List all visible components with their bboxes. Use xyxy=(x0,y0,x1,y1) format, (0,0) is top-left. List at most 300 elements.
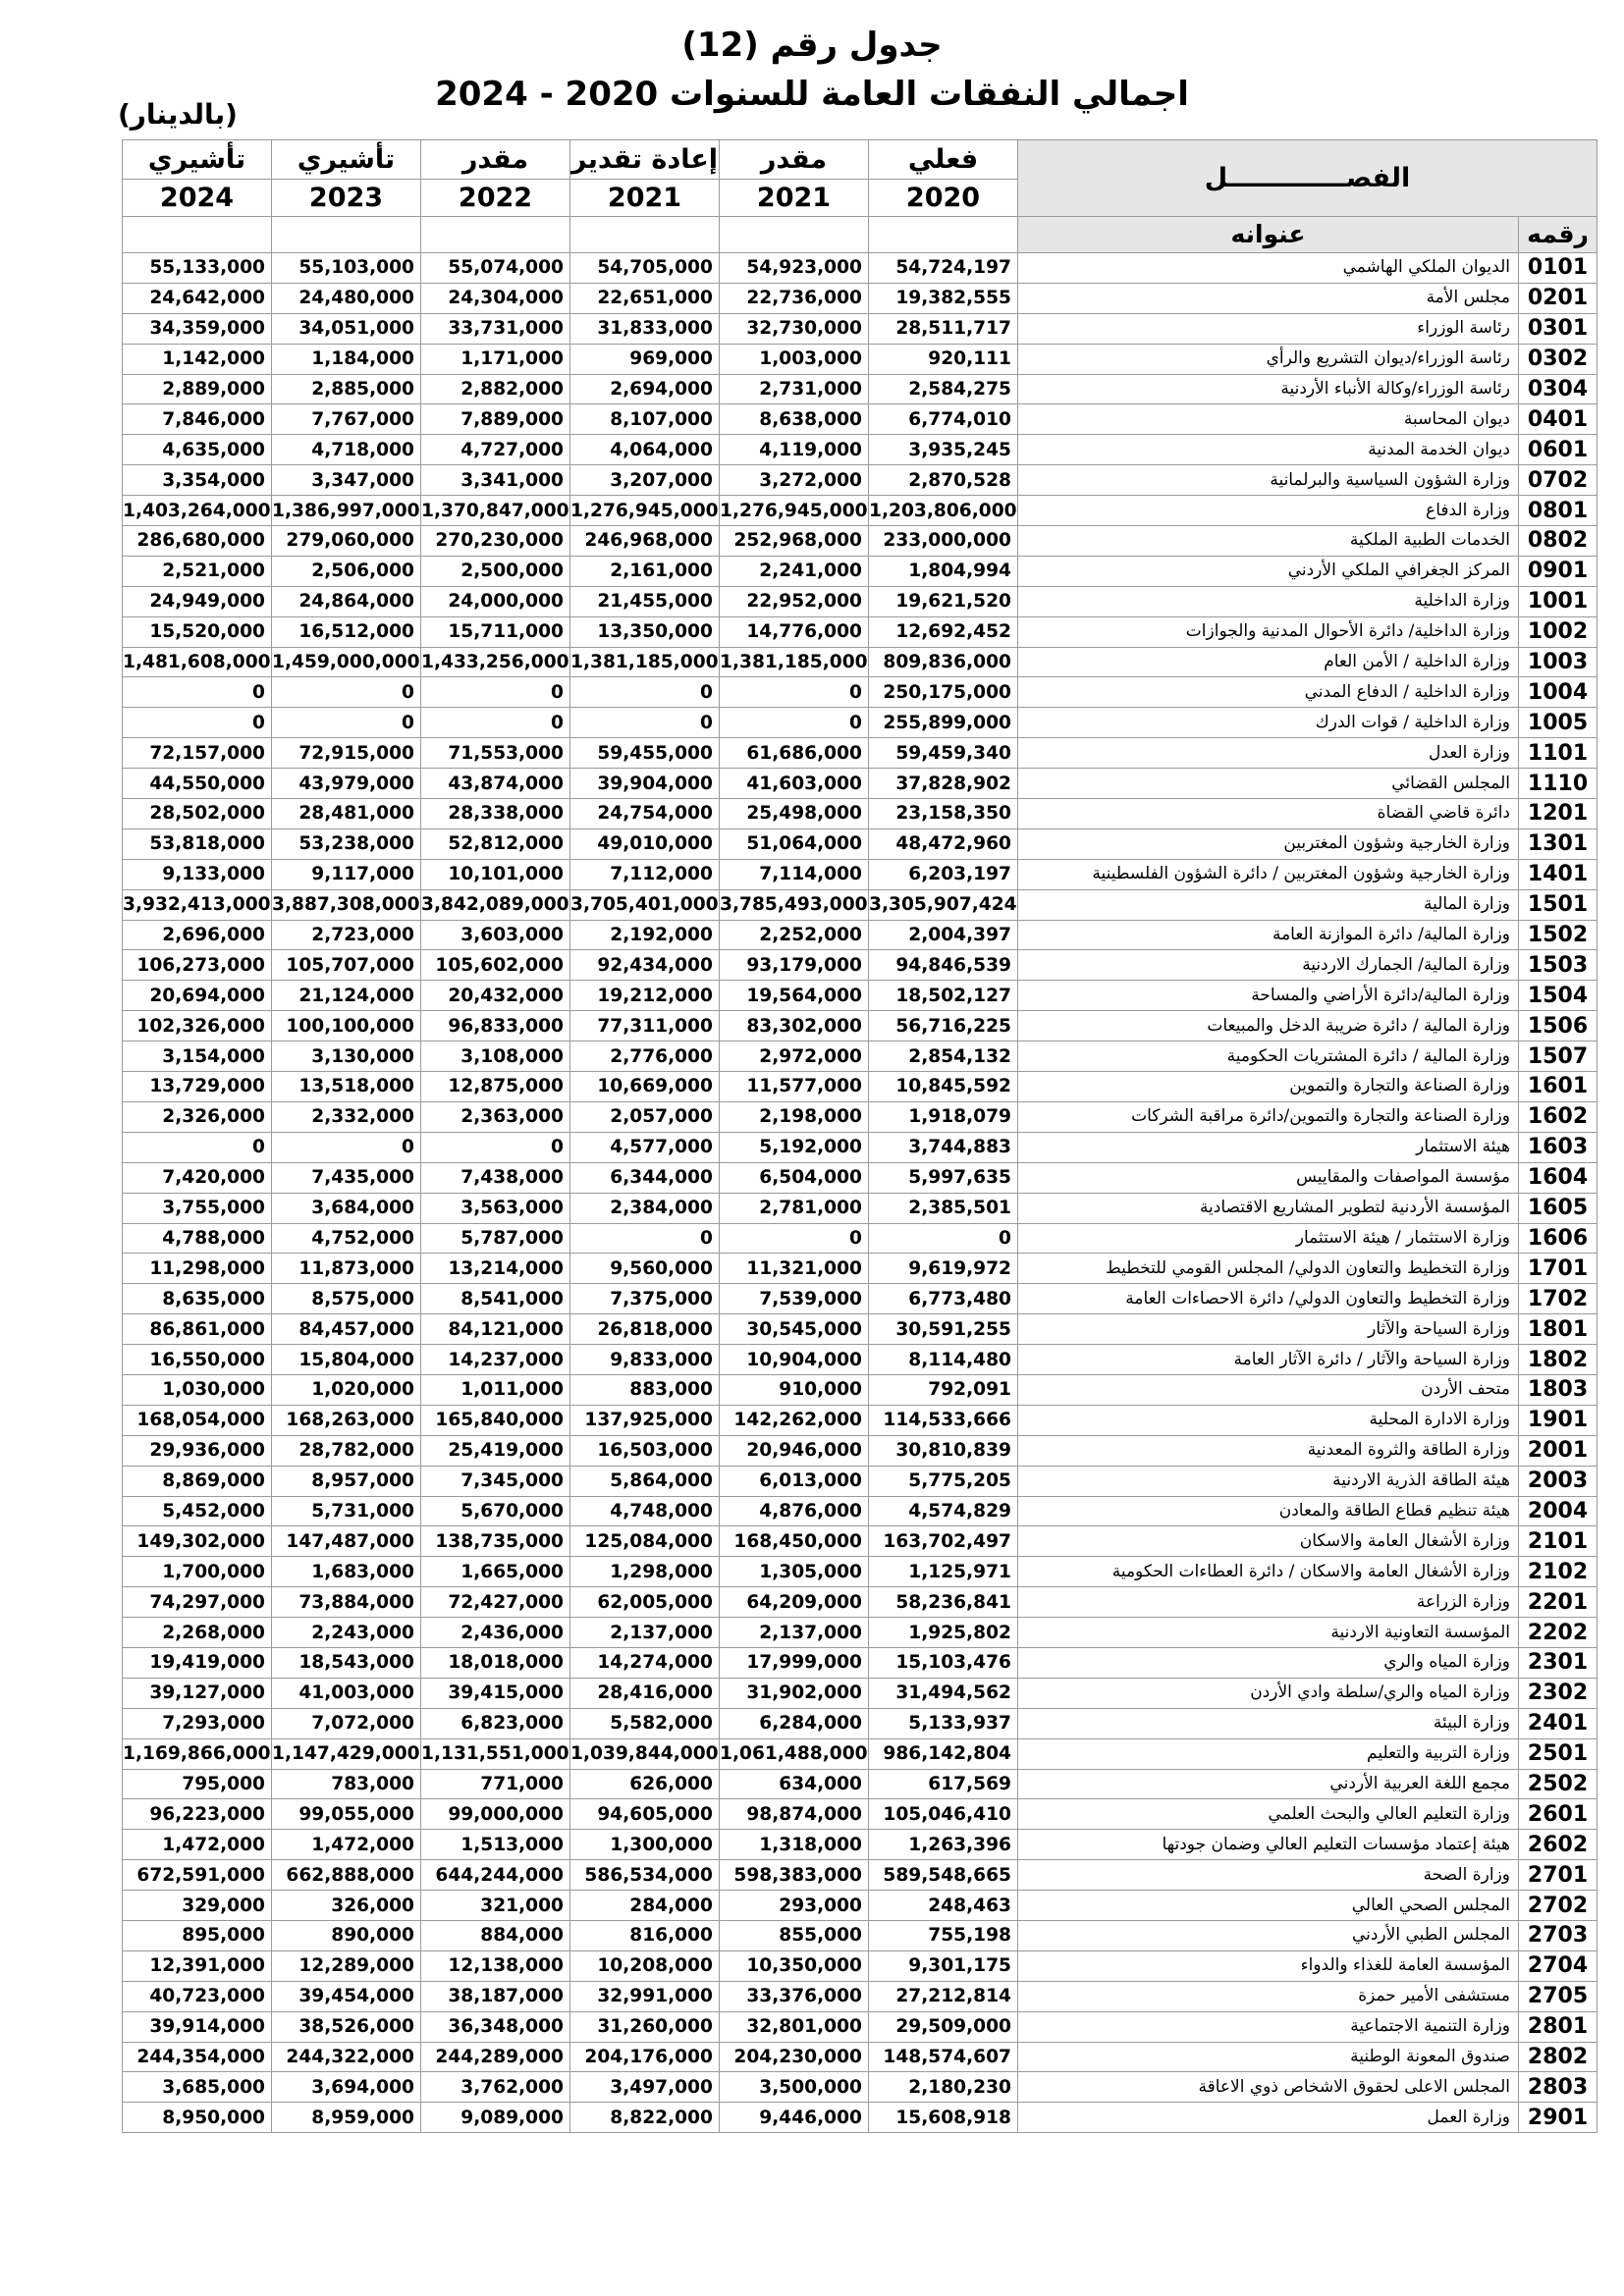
value-cell: 24,480,000 xyxy=(272,283,421,313)
chapter-title: وزارة الادارة المحلية xyxy=(1018,1405,1519,1435)
chapter-title: وزارة التعليم العالي والبحث العلمي xyxy=(1018,1799,1519,1830)
chapter-code: 1401 xyxy=(1519,859,1597,889)
value-cell: 32,801,000 xyxy=(720,2011,869,2042)
value-cell: 1,184,000 xyxy=(272,344,421,374)
value-cell: 74,297,000 xyxy=(123,1587,272,1618)
table-row xyxy=(123,1830,1597,1860)
value-cell: 1,305,000 xyxy=(720,1557,869,1587)
table-row xyxy=(123,1345,1597,1375)
value-cell: 25,498,000 xyxy=(720,799,869,829)
value-cell: 0 xyxy=(123,708,272,738)
value-cell: 22,736,000 xyxy=(720,283,869,313)
col-header-2023: تأشيري xyxy=(272,140,421,180)
value-cell: 9,619,972 xyxy=(869,1254,1018,1284)
value-cell: 3,762,000 xyxy=(421,2072,570,2103)
value-cell: 98,874,000 xyxy=(720,1799,869,1830)
value-cell: 59,459,340 xyxy=(869,738,1018,769)
chapter-code: 2302 xyxy=(1519,1678,1597,1708)
value-cell: 13,214,000 xyxy=(421,1254,570,1284)
value-cell: 5,452,000 xyxy=(123,1496,272,1526)
value-cell: 44,550,000 xyxy=(123,769,272,799)
value-cell: 31,494,562 xyxy=(869,1678,1018,1708)
chapter-title: وزارة الطاقة والثروة المعدنية xyxy=(1018,1435,1519,1466)
chapter-code: 0702 xyxy=(1519,465,1597,496)
value-cell: 2,326,000 xyxy=(123,1101,272,1132)
chapter-title: هيئة الطاقة الذرية الاردنية xyxy=(1018,1466,1519,1496)
value-cell: 0 xyxy=(272,708,421,738)
value-cell: 1,472,000 xyxy=(123,1830,272,1860)
value-cell: 3,305,907,424 xyxy=(869,889,1018,920)
value-cell: 910,000 xyxy=(720,1374,869,1405)
value-cell: 3,500,000 xyxy=(720,2072,869,2103)
table-row xyxy=(123,344,1597,374)
value-cell: 2,161,000 xyxy=(570,556,720,586)
value-cell: 24,949,000 xyxy=(123,586,272,616)
table-row xyxy=(123,677,1597,708)
value-cell: 7,889,000 xyxy=(421,404,570,435)
table-row xyxy=(123,253,1597,284)
table-row xyxy=(123,465,1597,496)
value-cell: 634,000 xyxy=(720,1769,869,1799)
value-cell: 2,885,000 xyxy=(272,374,421,404)
value-cell: 1,459,000,000 xyxy=(272,647,421,677)
chapter-code: 2803 xyxy=(1519,2072,1597,2103)
chapter-title: مجلس الأمة xyxy=(1018,283,1519,313)
value-cell: 11,577,000 xyxy=(720,1072,869,1102)
value-cell: 11,298,000 xyxy=(123,1254,272,1284)
value-cell: 4,876,000 xyxy=(720,1496,869,1526)
chapter-title: متحف الأردن xyxy=(1018,1374,1519,1405)
value-cell: 2,004,397 xyxy=(869,920,1018,950)
value-cell: 2,268,000 xyxy=(123,1618,272,1648)
chapter-title: وزارة التربية والتعليم xyxy=(1018,1738,1519,1769)
value-cell: 125,084,000 xyxy=(570,1526,720,1557)
table-row xyxy=(123,2011,1597,2042)
value-cell: 2,384,000 xyxy=(570,1193,720,1223)
value-cell: 24,304,000 xyxy=(421,283,570,313)
chapter-title: المركز الجغرافي الملكي الأردني xyxy=(1018,556,1519,586)
value-cell: 2,332,000 xyxy=(272,1101,421,1132)
chapter-code: 2003 xyxy=(1519,1466,1597,1496)
value-cell: 2,781,000 xyxy=(720,1193,869,1223)
chapter-title: وزارة الداخلية xyxy=(1018,586,1519,616)
value-cell: 19,419,000 xyxy=(123,1647,272,1678)
value-cell: 792,091 xyxy=(869,1374,1018,1405)
value-cell: 1,147,429,000 xyxy=(272,1738,421,1769)
value-cell: 10,208,000 xyxy=(570,1950,720,1981)
value-cell: 3,887,308,000 xyxy=(272,889,421,920)
chapter-code: 2704 xyxy=(1519,1950,1597,1981)
value-cell: 37,828,902 xyxy=(869,769,1018,799)
col-header-2024: تأشيري xyxy=(123,140,272,180)
value-cell: 2,137,000 xyxy=(720,1618,869,1648)
table-row xyxy=(123,1072,1597,1102)
value-cell: 6,344,000 xyxy=(570,1162,720,1193)
chapter-title: مستشفى الأمير حمزة xyxy=(1018,1981,1519,2011)
chapter-code: 0801 xyxy=(1519,496,1597,526)
year-2023: 2023 xyxy=(272,180,421,217)
chapter-title: وزارة التنمية الاجتماعية xyxy=(1018,2011,1519,2042)
table-row xyxy=(123,950,1597,981)
value-cell: 15,804,000 xyxy=(272,1345,421,1375)
chapter-title: وزارة المياه والري xyxy=(1018,1647,1519,1678)
value-cell: 5,582,000 xyxy=(570,1708,720,1738)
value-cell: 2,436,000 xyxy=(421,1618,570,1648)
table-row xyxy=(123,769,1597,799)
value-cell: 1,683,000 xyxy=(272,1557,421,1587)
value-cell: 0 xyxy=(570,677,720,708)
value-cell: 0 xyxy=(272,677,421,708)
value-cell: 2,241,000 xyxy=(720,556,869,586)
table-row xyxy=(123,1678,1597,1708)
value-cell: 163,702,497 xyxy=(869,1526,1018,1557)
value-cell: 3,685,000 xyxy=(123,2072,272,2103)
value-cell: 9,833,000 xyxy=(570,1345,720,1375)
value-cell: 2,731,000 xyxy=(720,374,869,404)
value-cell: 6,773,480 xyxy=(869,1284,1018,1314)
value-cell: 27,212,814 xyxy=(869,1981,1018,2011)
value-cell: 54,705,000 xyxy=(570,253,720,284)
chapter-code: 2004 xyxy=(1519,1496,1597,1526)
chapter-title: المؤسسة العامة للغذاء والدواء xyxy=(1018,1950,1519,1981)
value-cell: 3,272,000 xyxy=(720,465,869,496)
chapter-title: هيئة إعتماد مؤسسات التعليم العالي وضمان جودتها xyxy=(1018,1830,1519,1860)
chapter-code: 1901 xyxy=(1519,1405,1597,1435)
value-cell: 8,822,000 xyxy=(570,2103,720,2133)
chapter-title: هيئة تنظيم قطاع الطاقة والمعادن xyxy=(1018,1496,1519,1526)
value-cell: 83,302,000 xyxy=(720,1011,869,1041)
value-cell: 72,427,000 xyxy=(421,1587,570,1618)
chapter-title: وزارة الزراعة xyxy=(1018,1587,1519,1618)
value-cell: 30,591,255 xyxy=(869,1314,1018,1345)
chapter-code: 0101 xyxy=(1519,253,1597,284)
value-cell: 2,057,000 xyxy=(570,1101,720,1132)
value-cell: 7,112,000 xyxy=(570,859,720,889)
chapter-title: وزارة الخارجية وشؤون المغتربين / دائرة الشؤون الفلسطينية xyxy=(1018,859,1519,889)
chapter-code: 1110 xyxy=(1519,769,1597,799)
value-cell: 5,997,635 xyxy=(869,1162,1018,1193)
value-cell: 7,072,000 xyxy=(272,1708,421,1738)
chapter-title: وزارة الدفاع xyxy=(1018,496,1519,526)
value-cell: 10,350,000 xyxy=(720,1950,869,1981)
chapter-title: المجلس الاعلى لحقوق الاشخاص ذوي الاعاقة xyxy=(1018,2072,1519,2103)
value-cell: 2,723,000 xyxy=(272,920,421,950)
value-cell: 279,060,000 xyxy=(272,526,421,557)
chapter-code: 2602 xyxy=(1519,1830,1597,1860)
value-cell: 19,212,000 xyxy=(570,981,720,1011)
value-cell: 1,386,997,000 xyxy=(272,496,421,526)
value-cell: 0 xyxy=(123,677,272,708)
table-row xyxy=(123,1708,1597,1738)
value-cell: 7,435,000 xyxy=(272,1162,421,1193)
value-cell: 20,432,000 xyxy=(421,981,570,1011)
chapter-code: 1004 xyxy=(1519,677,1597,708)
value-cell: 16,503,000 xyxy=(570,1435,720,1466)
table-row xyxy=(123,1374,1597,1405)
value-cell: 3,842,089,000 xyxy=(421,889,570,920)
value-cell: 168,450,000 xyxy=(720,1526,869,1557)
value-cell: 54,724,197 xyxy=(869,253,1018,284)
value-cell: 5,864,000 xyxy=(570,1466,720,1496)
value-cell: 1,020,000 xyxy=(272,1374,421,1405)
value-cell: 36,348,000 xyxy=(421,2011,570,2042)
value-cell: 1,300,000 xyxy=(570,1830,720,1860)
table-row xyxy=(123,647,1597,677)
table-row xyxy=(123,1162,1597,1193)
value-cell: 168,054,000 xyxy=(123,1405,272,1435)
value-cell: 28,416,000 xyxy=(570,1678,720,1708)
chapter-title: وزارة العدل xyxy=(1018,738,1519,769)
chapter-code: 1506 xyxy=(1519,1011,1597,1041)
year-2022: 2022 xyxy=(421,180,570,217)
chapter-code: 2501 xyxy=(1519,1738,1597,1769)
value-cell: 12,692,452 xyxy=(869,616,1018,647)
currency-unit: (بالدينار) xyxy=(118,98,238,131)
value-cell: 6,774,010 xyxy=(869,404,1018,435)
chapter-code: 1507 xyxy=(1519,1041,1597,1072)
value-cell: 3,744,883 xyxy=(869,1132,1018,1162)
value-cell: 24,754,000 xyxy=(570,799,720,829)
chapter-title: وزارة الشؤون السياسية والبرلمانية xyxy=(1018,465,1519,496)
value-cell: 8,107,000 xyxy=(570,404,720,435)
value-cell: 13,729,000 xyxy=(123,1072,272,1102)
chapter-title: المجلس الطبي الأردني xyxy=(1018,1920,1519,1950)
col-header-2020: فعلي xyxy=(869,140,1018,180)
chapter-code: 2705 xyxy=(1519,1981,1597,2011)
value-cell: 1,403,264,000 xyxy=(123,496,272,526)
value-cell: 8,541,000 xyxy=(421,1284,570,1314)
table-row xyxy=(123,1860,1597,1891)
value-cell: 244,354,000 xyxy=(123,2042,272,2072)
table-row xyxy=(123,1011,1597,1041)
table-row xyxy=(123,2072,1597,2103)
value-cell: 855,000 xyxy=(720,1920,869,1950)
chapter-code: 1503 xyxy=(1519,950,1597,981)
value-cell: 22,651,000 xyxy=(570,283,720,313)
value-cell: 33,376,000 xyxy=(720,1981,869,2011)
expenditure-table xyxy=(122,139,1597,2133)
value-cell: 9,560,000 xyxy=(570,1254,720,1284)
value-cell: 2,198,000 xyxy=(720,1101,869,1132)
value-cell: 672,591,000 xyxy=(123,1860,272,1891)
value-cell: 4,752,000 xyxy=(272,1223,421,1254)
value-cell: 8,638,000 xyxy=(720,404,869,435)
chapter-title: دائرة قاضي القضاة xyxy=(1018,799,1519,829)
chapter-code: 2801 xyxy=(1519,2011,1597,2042)
value-cell: 1,203,806,000 xyxy=(869,496,1018,526)
value-cell: 8,950,000 xyxy=(123,2103,272,2133)
table-row xyxy=(123,1223,1597,1254)
value-cell: 244,322,000 xyxy=(272,2042,421,2072)
value-cell: 19,382,555 xyxy=(869,283,1018,313)
value-cell: 250,175,000 xyxy=(869,677,1018,708)
value-cell: 64,209,000 xyxy=(720,1587,869,1618)
chapter-code: 1301 xyxy=(1519,828,1597,859)
value-cell: 56,716,225 xyxy=(869,1011,1018,1041)
chapter-title: وزارة الصحة xyxy=(1018,1860,1519,1891)
value-cell: 895,000 xyxy=(123,1920,272,1950)
value-cell: 41,003,000 xyxy=(272,1678,421,1708)
value-cell: 244,289,000 xyxy=(421,2042,570,2072)
value-cell: 0 xyxy=(123,1132,272,1162)
value-cell: 1,169,866,000 xyxy=(123,1738,272,1769)
value-cell: 1,381,185,000 xyxy=(720,647,869,677)
chapter-header: الفصـــــــــــــل xyxy=(1018,140,1597,217)
value-cell: 38,187,000 xyxy=(421,1981,570,2011)
value-cell: 105,602,000 xyxy=(421,950,570,981)
value-cell: 1,925,802 xyxy=(869,1618,1018,1648)
value-cell: 2,500,000 xyxy=(421,556,570,586)
chapter-code: 1803 xyxy=(1519,1374,1597,1405)
value-cell: 5,731,000 xyxy=(272,1496,421,1526)
chapter-title: وزارة السياحة والآثار xyxy=(1018,1314,1519,1345)
value-cell: 883,000 xyxy=(570,1374,720,1405)
chapter-code: 1201 xyxy=(1519,799,1597,829)
value-cell: 809,836,000 xyxy=(869,647,1018,677)
value-cell: 41,603,000 xyxy=(720,769,869,799)
year-2021-est: 2021 xyxy=(720,180,869,217)
value-cell: 29,509,000 xyxy=(869,2011,1018,2042)
value-cell: 0 xyxy=(421,1132,570,1162)
value-cell: 12,289,000 xyxy=(272,1950,421,1981)
value-cell: 0 xyxy=(272,1132,421,1162)
page-title: جدول رقم (12) xyxy=(681,26,943,65)
value-cell: 1,131,551,000 xyxy=(421,1738,570,1769)
value-cell: 43,874,000 xyxy=(421,769,570,799)
table-row xyxy=(123,1769,1597,1799)
chapter-code: 0304 xyxy=(1519,374,1597,404)
value-cell: 71,553,000 xyxy=(421,738,570,769)
value-cell: 15,711,000 xyxy=(421,616,570,647)
value-cell: 34,051,000 xyxy=(272,313,421,344)
table-row xyxy=(123,2042,1597,2072)
chapter-code: 1602 xyxy=(1519,1101,1597,1132)
value-cell: 105,046,410 xyxy=(869,1799,1018,1830)
value-cell: 248,463 xyxy=(869,1891,1018,1921)
value-cell: 10,669,000 xyxy=(570,1072,720,1102)
value-cell: 51,064,000 xyxy=(720,828,869,859)
value-cell: 795,000 xyxy=(123,1769,272,1799)
value-cell: 1,061,488,000 xyxy=(720,1738,869,1769)
chapter-code: 1502 xyxy=(1519,920,1597,950)
chapter-code: 2201 xyxy=(1519,1587,1597,1618)
value-cell: 9,301,175 xyxy=(869,1950,1018,1981)
chapter-code: 1603 xyxy=(1519,1132,1597,1162)
chapter-code: 1802 xyxy=(1519,1345,1597,1375)
value-cell: 30,810,839 xyxy=(869,1435,1018,1466)
value-cell: 1,003,000 xyxy=(720,344,869,374)
value-cell: 92,434,000 xyxy=(570,950,720,981)
chapter-code: 0901 xyxy=(1519,556,1597,586)
value-cell: 29,936,000 xyxy=(123,1435,272,1466)
value-cell: 96,833,000 xyxy=(421,1011,570,1041)
table-row xyxy=(123,2103,1597,2133)
value-cell: 3,935,245 xyxy=(869,435,1018,465)
table-row xyxy=(123,496,1597,526)
value-cell: 2,252,000 xyxy=(720,920,869,950)
value-cell: 986,142,804 xyxy=(869,1738,1018,1769)
value-cell: 3,563,000 xyxy=(421,1193,570,1223)
table-row xyxy=(123,1254,1597,1284)
value-cell: 1,665,000 xyxy=(421,1557,570,1587)
value-cell: 0 xyxy=(570,708,720,738)
value-cell: 0 xyxy=(720,1223,869,1254)
table-row xyxy=(123,526,1597,557)
chapter-code: 1501 xyxy=(1519,889,1597,920)
value-cell: 94,605,000 xyxy=(570,1799,720,1830)
value-cell: 5,670,000 xyxy=(421,1496,570,1526)
value-cell: 17,999,000 xyxy=(720,1647,869,1678)
value-cell: 18,502,127 xyxy=(869,981,1018,1011)
value-cell: 1,039,844,000 xyxy=(570,1738,720,1769)
table-row xyxy=(123,1405,1597,1435)
value-cell: 8,575,000 xyxy=(272,1284,421,1314)
chapter-code: 1601 xyxy=(1519,1072,1597,1102)
value-cell: 5,787,000 xyxy=(421,1223,570,1254)
value-cell: 2,889,000 xyxy=(123,374,272,404)
table-row xyxy=(123,1526,1597,1557)
value-cell: 24,642,000 xyxy=(123,283,272,313)
value-cell: 2,972,000 xyxy=(720,1041,869,1072)
value-cell: 2,870,528 xyxy=(869,465,1018,496)
value-cell: 16,550,000 xyxy=(123,1345,272,1375)
value-cell: 93,179,000 xyxy=(720,950,869,981)
value-cell: 2,694,000 xyxy=(570,374,720,404)
table-row xyxy=(123,1647,1597,1678)
value-cell: 1,472,000 xyxy=(272,1830,421,1860)
chapter-title: وزارة الصناعة والتجارة والتموين xyxy=(1018,1072,1519,1102)
table-row xyxy=(123,1496,1597,1526)
value-cell: 13,350,000 xyxy=(570,616,720,647)
value-cell: 252,968,000 xyxy=(720,526,869,557)
value-cell: 617,569 xyxy=(869,1769,1018,1799)
value-cell: 2,521,000 xyxy=(123,556,272,586)
value-cell: 2,584,275 xyxy=(869,374,1018,404)
value-cell: 3,705,401,000 xyxy=(570,889,720,920)
chapter-title: وزارة المالية/ الجمارك الاردنية xyxy=(1018,950,1519,981)
value-cell: 0 xyxy=(869,1223,1018,1254)
chapter-title: رئاسة الوزراء xyxy=(1018,313,1519,344)
value-cell: 246,968,000 xyxy=(570,526,720,557)
value-cell: 9,446,000 xyxy=(720,2103,869,2133)
chapter-title: هيئة الاستثمار xyxy=(1018,1132,1519,1162)
col-header-2021-reest: إعادة تقدير xyxy=(570,140,720,180)
chapter-code: 1801 xyxy=(1519,1314,1597,1345)
value-cell: 755,198 xyxy=(869,1920,1018,1950)
value-cell: 8,635,000 xyxy=(123,1284,272,1314)
value-cell: 142,262,000 xyxy=(720,1405,869,1435)
value-cell: 284,000 xyxy=(570,1891,720,1921)
chapter-title: وزارة الاستثمار / هيئة الاستثمار xyxy=(1018,1223,1519,1254)
value-cell: 72,915,000 xyxy=(272,738,421,769)
value-cell: 7,293,000 xyxy=(123,1708,272,1738)
value-cell: 4,727,000 xyxy=(421,435,570,465)
value-cell: 6,823,000 xyxy=(421,1708,570,1738)
value-cell: 165,840,000 xyxy=(421,1405,570,1435)
value-cell: 26,818,000 xyxy=(570,1314,720,1345)
value-cell: 99,000,000 xyxy=(421,1799,570,1830)
value-cell: 38,526,000 xyxy=(272,2011,421,2042)
chapter-title: مؤسسة المواصفات والمقاييس xyxy=(1018,1162,1519,1193)
value-cell: 149,302,000 xyxy=(123,1526,272,1557)
chapter-code: 1606 xyxy=(1519,1223,1597,1254)
table-row xyxy=(123,708,1597,738)
table-row xyxy=(123,556,1597,586)
value-cell: 11,321,000 xyxy=(720,1254,869,1284)
value-cell: 99,055,000 xyxy=(272,1799,421,1830)
chapter-title: وزارة الداخلية / الدفاع المدني xyxy=(1018,677,1519,708)
value-cell: 1,011,000 xyxy=(421,1374,570,1405)
